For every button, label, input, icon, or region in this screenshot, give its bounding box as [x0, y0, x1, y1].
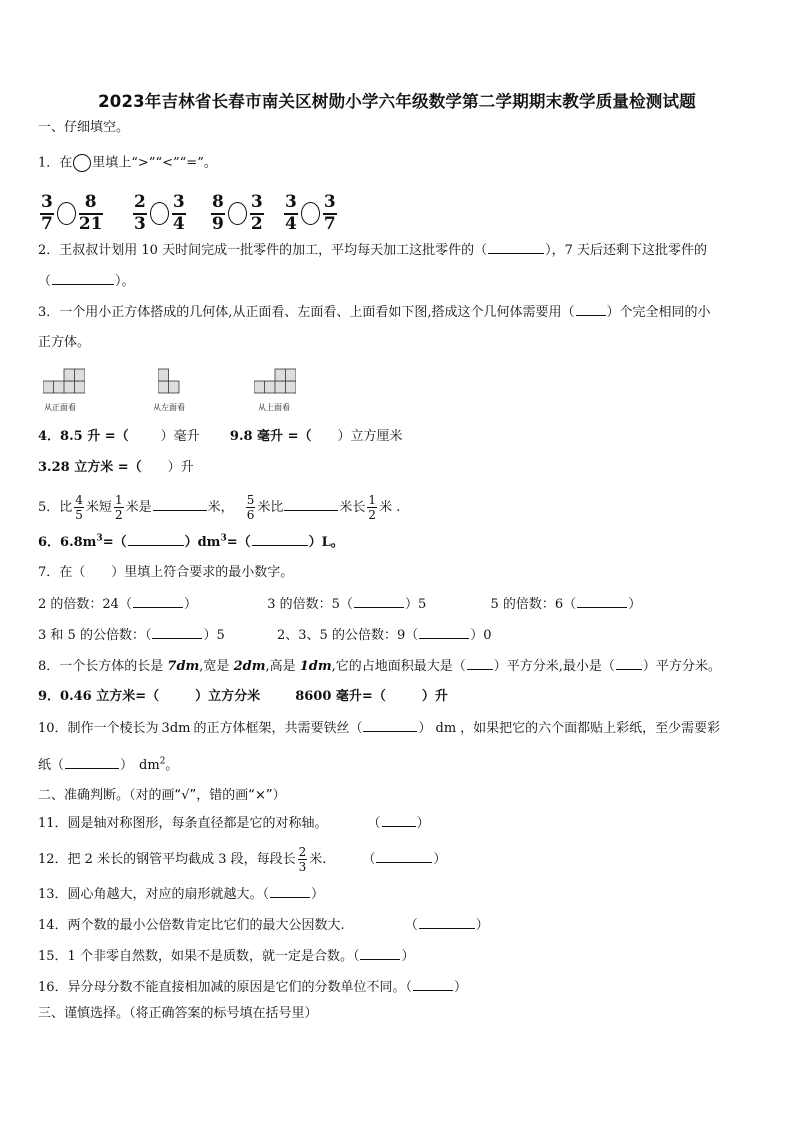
question-10-cont: 纸（ ） $dm^2$。 [38, 756, 179, 773]
left-view-label: 从左面看 [153, 403, 185, 412]
fraction: $\frac{8}{21}$ [78, 191, 103, 234]
section-1-heading: 一、仔细填空。 [38, 120, 130, 135]
answer-blank[interactable] [128, 533, 184, 546]
question-15: 15．1 个非零自然数，如果不是质数，就一定是合数。（ ） [38, 949, 415, 964]
question-4-cont: 3.28 立方米 =（ ）升 [38, 460, 194, 475]
answer-blank[interactable] [363, 719, 417, 732]
question-2: 2．王叔叔计划用 10 天时间完成一批零件的加工，平均每天加工这批零件的（ ），7 天后还剩下这批零件的 [38, 243, 707, 258]
answer-blank[interactable] [577, 595, 627, 608]
answer-blank[interactable] [576, 303, 606, 316]
question-7-row-1: 2 的倍数：24（ ） 3 的倍数：5（ ）5 5 的倍数：6（ ） [38, 597, 642, 612]
question-2-cont: （ ）。 [38, 274, 135, 289]
compare-circle-1[interactable] [57, 202, 76, 225]
front-view-label: 从正面看 [44, 403, 76, 412]
answer-blank[interactable] [284, 498, 338, 511]
fraction: $\frac{3}{4}$ [172, 191, 185, 234]
top-view-label: 从上面看 [258, 403, 290, 412]
fraction: $\frac{8}{9}$ [212, 191, 224, 234]
answer-blank[interactable] [152, 626, 202, 639]
question-4: 4．8.5 升 =（ ）毫升 9.8 毫升 =（ ）立方厘米 [38, 429, 403, 444]
question-7: 7．在（ ）里填上符合要求的最小数字。 [38, 565, 294, 580]
question-9: 9．0.46 立方米=（ ）立方分米 8600 毫升=（ ）升 [38, 689, 448, 704]
question-3-cont: 正方体。 [38, 335, 91, 350]
fraction: $\frac{3}{7}$ [41, 191, 53, 234]
compare-circle-3[interactable] [228, 202, 247, 225]
answer-blank[interactable] [360, 947, 400, 960]
page-title: 2023年吉林省长春市南关区树勋小学六年级数学第二学期期末教学质量检测试题 [98, 92, 696, 111]
front-view-figure [43, 368, 85, 394]
fraction: $\frac{3}{4}$ [285, 191, 297, 234]
question-6: 6．$6.8m^3=$（ ）$dm^3=$（ ）L。 [38, 533, 344, 550]
fraction: $\frac{2}{3}$ [134, 191, 146, 234]
left-view-figure [158, 368, 180, 394]
compare-pair-2 [131, 193, 188, 233]
answer-blank[interactable] [354, 595, 404, 608]
answer-blank[interactable] [65, 756, 119, 769]
answer-blank[interactable] [376, 850, 432, 863]
fraction: $\frac{3}{2}$ [250, 191, 263, 234]
question-11: 11．圆是轴对称图形，每条直径都是它的对称轴。 （ ） [38, 816, 430, 831]
question-3: 3．一个用小正方体搭成的几何体,从正面看、左面看、上面看如下图,搭成这个几何体需要用（ ）个完全相同的小 [38, 305, 711, 320]
answer-blank[interactable] [52, 272, 114, 285]
section-2-heading: 二、准确判断。（对的画“√”，错的画“×”） [38, 788, 286, 803]
question-8: 8．一个长方体的长是 7dm,宽是 2dm,高是 1dm,它的占地面积最大是（ ）平方分米,最小是（ ）平方分米。 [38, 659, 721, 674]
answer-blank[interactable] [419, 916, 475, 929]
answer-blank[interactable] [488, 241, 544, 254]
compare-circle-4[interactable] [301, 202, 320, 225]
fraction: $\frac{1}{2}$ [368, 493, 377, 522]
fraction: $\frac{4}{5}$ [75, 493, 83, 522]
fraction: $\frac{3}{7}$ [323, 191, 336, 234]
question-12: 12．把 2 米长的钢管平均截成 3 段，每段长 $\frac{2}{3}$ 米. （ ） [38, 845, 447, 874]
compare-pair-4 [282, 193, 339, 233]
question-1 [38, 154, 217, 173]
fraction: $\frac{1}{2}$ [114, 493, 123, 522]
answer-blank[interactable] [382, 814, 416, 827]
compare-pair-1 [38, 193, 105, 233]
compare-circle-2[interactable] [150, 202, 169, 225]
section-3-heading: 三、谨慎选择。（将正确答案的标号填在括号里） [38, 1006, 318, 1021]
answer-blank[interactable] [252, 533, 308, 546]
answer-blank[interactable] [413, 978, 453, 991]
circle-blank-icon [73, 154, 91, 172]
fraction: $\frac{2}{3}$ [298, 845, 307, 874]
question-7-row-2: 3 和 5 的公倍数：（ ）5 2、3、5 的公倍数：9（ ）0 [38, 628, 492, 643]
q1-text-a: 1．在 [38, 155, 73, 171]
question-16: 16．异分母分数不能直接相加减的原因是它们的分数单位不同。（ ） [38, 980, 468, 995]
question-5: 5．比 $\frac{4}{5}$ 米短 $\frac{1}{2}$ 米是 米， $\frac{5}{6}$ 米比 米长 $\frac{1}{2}$ 米 . [38, 493, 401, 522]
top-view-figure [254, 368, 296, 394]
answer-blank[interactable] [467, 657, 493, 670]
fraction: $\frac{5}{6}$ [246, 493, 255, 522]
answer-blank[interactable] [419, 626, 469, 639]
question-10: 10．制作一个棱长为 3dm 的正方体框架，共需要铁丝（ ） dm ，如果把它的六个面都贴上彩纸，至少需要彩 [38, 721, 721, 736]
q1-text-b: 里填上“>”“<”“=”。 [92, 155, 217, 171]
compare-pair-3 [209, 193, 266, 233]
answer-blank[interactable] [270, 885, 310, 898]
question-13: 13．圆心角越大，对应的扇形就越大。（ ） [38, 887, 325, 902]
answer-blank[interactable] [133, 595, 183, 608]
answer-blank[interactable] [616, 657, 642, 670]
question-14: 14．两个数的最小公倍数肯定比它们的最大公因数大. （ ） [38, 918, 489, 933]
answer-blank[interactable] [153, 498, 207, 511]
